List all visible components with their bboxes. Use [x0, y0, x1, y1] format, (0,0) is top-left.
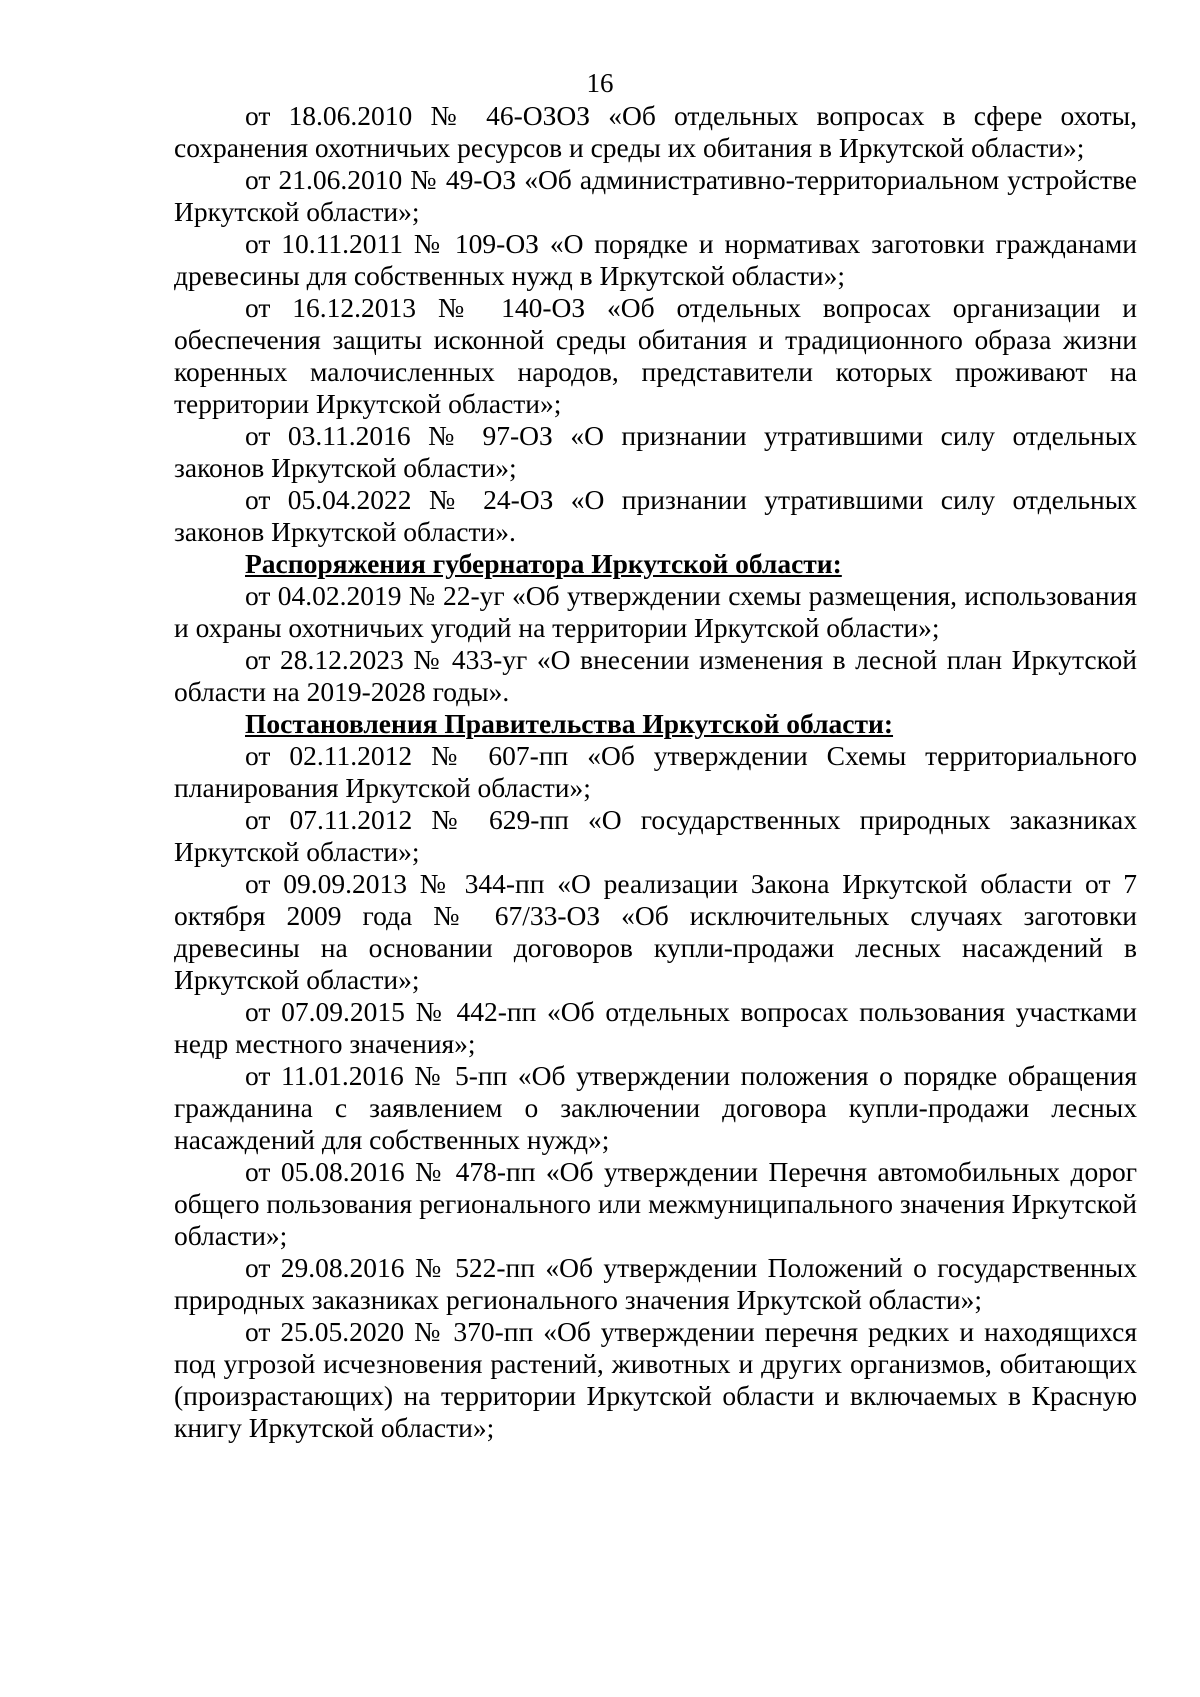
law-item: от 21.06.2010 № 49-ОЗ «Об административно-территориальном устройстве Иркутской области»;	[174, 164, 1137, 227]
law-item: от 18.06.2010 № 46-ОЗОЗ «Об отдельных вопросах в сфере охоты, сохранения охотничьих ресурсов и среды их обитания в Иркутской области»;	[174, 100, 1137, 163]
document-body	[174, 100, 1137, 1444]
government-resolution-item: от 29.08.2016 № 522-пп «Об утверждении Положений о государственных природных заказниках регионального значения Иркутской области»;	[174, 1252, 1137, 1315]
law-item: от 16.12.2013 № 140-ОЗ «Об отдельных вопросах организации и обеспечения защиты исконной среды обитания и традиционного образа жизни коренных малочисленных народов, представители которых проживают на территории Иркутской области»;	[174, 292, 1137, 419]
government-resolution-item: от 05.08.2016 № 478-пп «Об утверждении Перечня автомобильных дорог общего пользования регионального или межмуниципального значения Иркутской области»;	[174, 1156, 1137, 1251]
government-resolution-item: от 11.01.2016 № 5-пп «Об утверждении положения о порядке обращения гражданина с заявлением о заключении договора купли-продажи лесных насаждений для собственных нужд»;	[174, 1060, 1137, 1155]
law-item: от 03.11.2016 № 97-ОЗ «О признании утратившими силу отдельных законов Иркутской области»;	[174, 420, 1137, 483]
government-resolution-item: от 02.11.2012 № 607-пп «Об утверждении Схемы территориального планирования Иркутской области»;	[174, 740, 1137, 803]
law-item: от 10.11.2011 № 109-ОЗ «О порядке и нормативах заготовки гражданами древесины для собственных нужд в Иркутской области»;	[174, 228, 1137, 291]
government-resolution-item: от 25.05.2020 № 370-пп «Об утверждении перечня редких и находящихся под угрозой исчезновения растений, животных и других организмов, обитающих (произрастающих) на территории Иркутской области и включаемых в Красную книгу Иркутской области»;	[174, 1316, 1137, 1443]
government-resolution-item: от 07.09.2015 № 442-пп «Об отдельных вопросах пользования участками недр местного значения»;	[174, 996, 1137, 1059]
governor-order-item: от 04.02.2019 № 22-уг «Об утверждении схемы размещения, использования и охраны охотничьих угодий на территории Иркутской области»;	[174, 580, 1137, 643]
government-resolution-item: от 07.11.2012 № 629-пп «О государственных природных заказниках Иркутской области»;	[174, 804, 1137, 867]
government-resolution-item: от 09.09.2013 № 344-пп «О реализации Закона Иркутской области от 7 октября 2009 года № 67/33-ОЗ «Об исключительных случаях заготовки древесины на основании договоров купли-продажи лесных насаждений в Иркутской области»;	[174, 868, 1137, 995]
law-item: от 05.04.2022 № 24-ОЗ «О признании утратившими силу отдельных законов Иркутской области».	[174, 484, 1137, 547]
governor-order-item: от 28.12.2023 № 433-уг «О внесении изменения в лесной план Иркутской области на 2019-2028 годы».	[174, 644, 1137, 707]
governor-orders-heading: Распоряжения губернатора Иркутской области:	[245, 548, 842, 579]
government-resolutions-heading: Постановления Правительства Иркутской области:	[245, 708, 894, 739]
page-number: 16	[586, 68, 614, 98]
